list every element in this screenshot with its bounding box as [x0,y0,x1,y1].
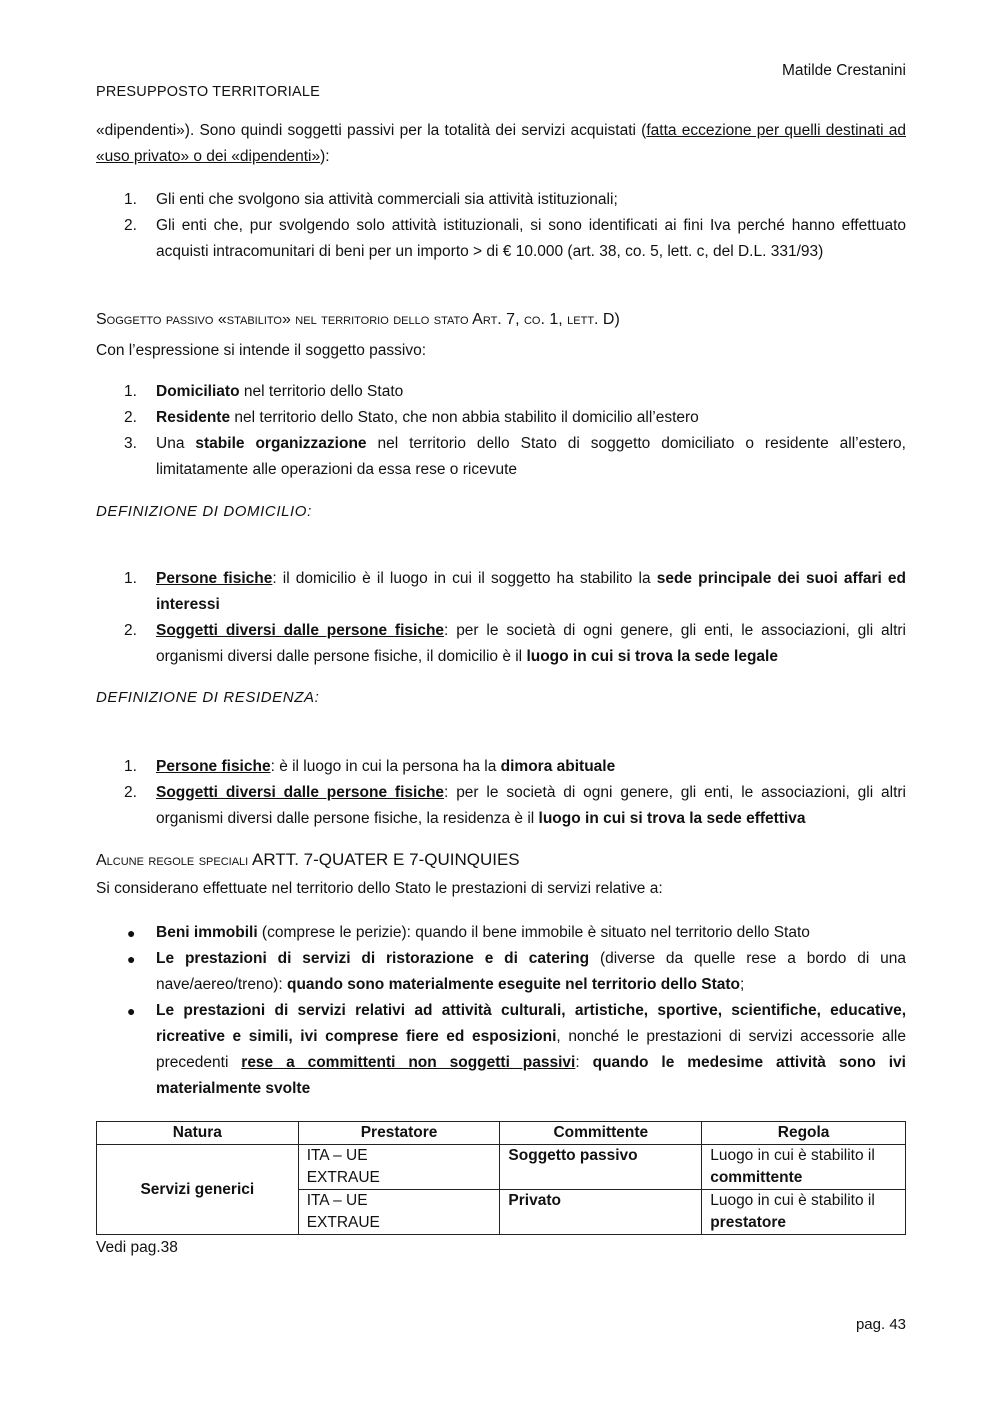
column-header: Regola [702,1122,906,1145]
list-item-text: nel territorio dello Stato di soggetto domiciliato o residente all’estero, limitatamente alle operazioni da essa rese o ricevute [156,435,906,478]
list-item-text: Una [156,435,196,452]
prestatore-cell [298,1145,500,1190]
table-header-row [97,1122,906,1145]
stabilito-intro: Con l’espressione si intende il soggetto passivo: [96,342,426,359]
list-item [96,213,906,265]
list-number: 1. [124,570,137,587]
bullet-text: (comprese le perizie): quando il bene immobile è situato nel territorio dello Stato [257,924,810,941]
services-table [96,1121,906,1235]
bold-term: luogo in cui si trova la sede legale [526,648,778,665]
list-number: 2. [124,217,137,234]
heading-articles: ARTT. 7-QUATER E 7-QUINQUIES [248,850,520,869]
committente-cell: Soggetto passivo [500,1145,702,1190]
list-item-text: : è il luogo in cui la persona ha la [270,758,501,775]
regola-cell [702,1145,906,1190]
intro-text-end: ): [320,148,330,165]
list-item-text: Gli enti che, pur svolgendo solo attività istituzionali, si sono identificati ai fini Iva perché hanno effettuato acquisti intracomunitari di beni per un importo > di € 10.000 (art. 38, co. 5, lett. c, del D.L. 331/93) [156,217,906,260]
bullet-text: : [575,1054,593,1071]
bold-term: Le prestazioni di servizi di ristorazione e di catering [156,950,590,967]
bold-term: stabile organizzazione [195,435,367,452]
bold-term: Le prestazioni di servizi relativi ad attività culturali, artistiche, sportive, scientifiche, educative, ricreative e simili, ivi comprese fiere ed esposizioni [156,1002,906,1045]
bold-term: quando le medesime attività sono ivi materialmente svolte [156,1054,906,1097]
regola-cell [702,1190,906,1235]
list-item [96,187,906,213]
speciali-intro: Si considerano effettuate nel territorio dello Stato le prestazioni di servizi relative a: [96,880,663,897]
list-number: 1. [124,758,137,775]
list-item-text: Gli enti che svolgono sia attività commerciali sia attività istituzionali; [156,191,618,208]
list-item [96,566,906,618]
bold-term: luogo in cui si trova la sede effettiva [538,810,806,827]
bold-term: quando sono materialmente eseguite nel territorio dello Stato [286,976,741,993]
running-header: PRESUPPOSTO TERRITORIALE [96,84,320,100]
underlined-term: Persone fisiche [156,758,271,775]
heading-residenza: DEFINIZIONE DI RESIDENZA: [96,689,320,706]
residenza-list [96,754,906,832]
list-item [96,379,906,405]
prestatore-value: EXTRAUE [306,1169,380,1186]
intro-text: «dipendenti»). Sono quindi soggetti passivi per la totalità dei servizi acquistati ( [96,122,647,139]
page-number: pag. 43 [855,1316,906,1333]
list-item [96,431,906,483]
list-item [96,754,906,780]
list-item [96,780,906,832]
column-header: Committente [500,1122,702,1145]
underlined-term: rese a committenti non soggetti passivi [241,1054,576,1071]
bullet-icon: ● [127,925,136,941]
bullet-text: ; [740,976,745,993]
column-header: Prestatore [298,1122,500,1145]
underlined-term: Soggetti diversi dalle persone fisiche [156,784,445,801]
list-number: 2. [124,622,137,639]
intro-underlined-text: fatta eccezione per quelli destinati ad «uso privato» o dei «dipendenti» [96,122,906,165]
bullet-item [96,946,906,998]
regola-text: Luogo in cui è stabilito il [710,1192,875,1209]
list-number: 1. [124,383,137,400]
bullet-icon: ● [127,951,136,967]
stabilito-list [96,379,906,483]
list-item-text: : per le società di ogni genere, gli enti, le associazioni, gli altri organismi diversi dalle persone fisiche, la residenza è il [156,784,906,827]
page-reference-note: Vedi pag.38 [96,1239,178,1256]
bullet-icon: ● [127,1003,136,1019]
list-item-text: nel territorio dello Stato, che non abbia stabilito il domicilio all’estero [230,409,699,426]
bullet-item [96,920,906,946]
heading-domicilio: DEFINIZIONE DI DOMICILIO: [96,503,312,520]
natura-cell: Servizi generici [97,1145,299,1235]
list-item-text: : il domicilio è il luogo in cui il soggetto ha stabilito la [272,570,657,587]
list-number: 3. [124,435,137,452]
underlined-term: Persone fisiche [156,570,273,587]
list-item [96,405,906,431]
list-item [96,618,906,670]
table-row [97,1145,906,1190]
bullet-text: , nonché le prestazioni di servizi accessorie alle precedenti [156,1028,906,1071]
list-number: 2. [124,409,137,426]
bold-term: sede principale dei suoi affari ed interessi [156,570,907,613]
bullet-item [96,998,906,1102]
regola-text: Luogo in cui è stabilito il [710,1147,875,1164]
prestatore-value: ITA – UE [306,1192,368,1209]
list-item-text: : per le società di ogni genere, gli enti, le associazioni, gli altri organismi diversi dalle persone fisiche, il domicilio è il [156,622,906,665]
underlined-term: Soggetti diversi dalle persone fisiche [156,622,445,639]
domicilio-list [96,566,906,670]
section-heading-stabilito: Soggetto passivo «stabilito» nel territorio dello stato Art. 7, co. 1, lett. D) [96,311,620,328]
intro-paragraph [96,118,906,170]
heading-regole-speciali [96,850,906,870]
bold-term: Beni immobili [156,924,258,941]
bullet-text: (diverse da quelle rese a bordo di una nave/aereo/treno): [156,950,906,993]
speciali-bullets [96,920,906,1102]
prestatore-value: EXTRAUE [306,1214,380,1231]
author-name: Matilde Crestanini [781,62,906,79]
prestatore-cell [298,1190,500,1235]
bold-term: Residente [156,409,231,426]
bold-term: dimora abituale [500,758,616,775]
regola-bold: prestatore [710,1214,787,1231]
bold-term: Domiciliato [156,383,240,400]
committente-cell: Privato [500,1190,702,1235]
prestatore-value: ITA – UE [306,1147,368,1164]
entities-list [96,187,906,265]
list-number: 1. [124,191,137,208]
column-header: Natura [97,1122,299,1145]
list-number: 2. [124,784,137,801]
heading-small-caps: Alcune regole speciali [96,852,249,869]
list-item-text: nel territorio dello Stato [239,383,404,400]
regola-bold: committente [710,1169,803,1186]
